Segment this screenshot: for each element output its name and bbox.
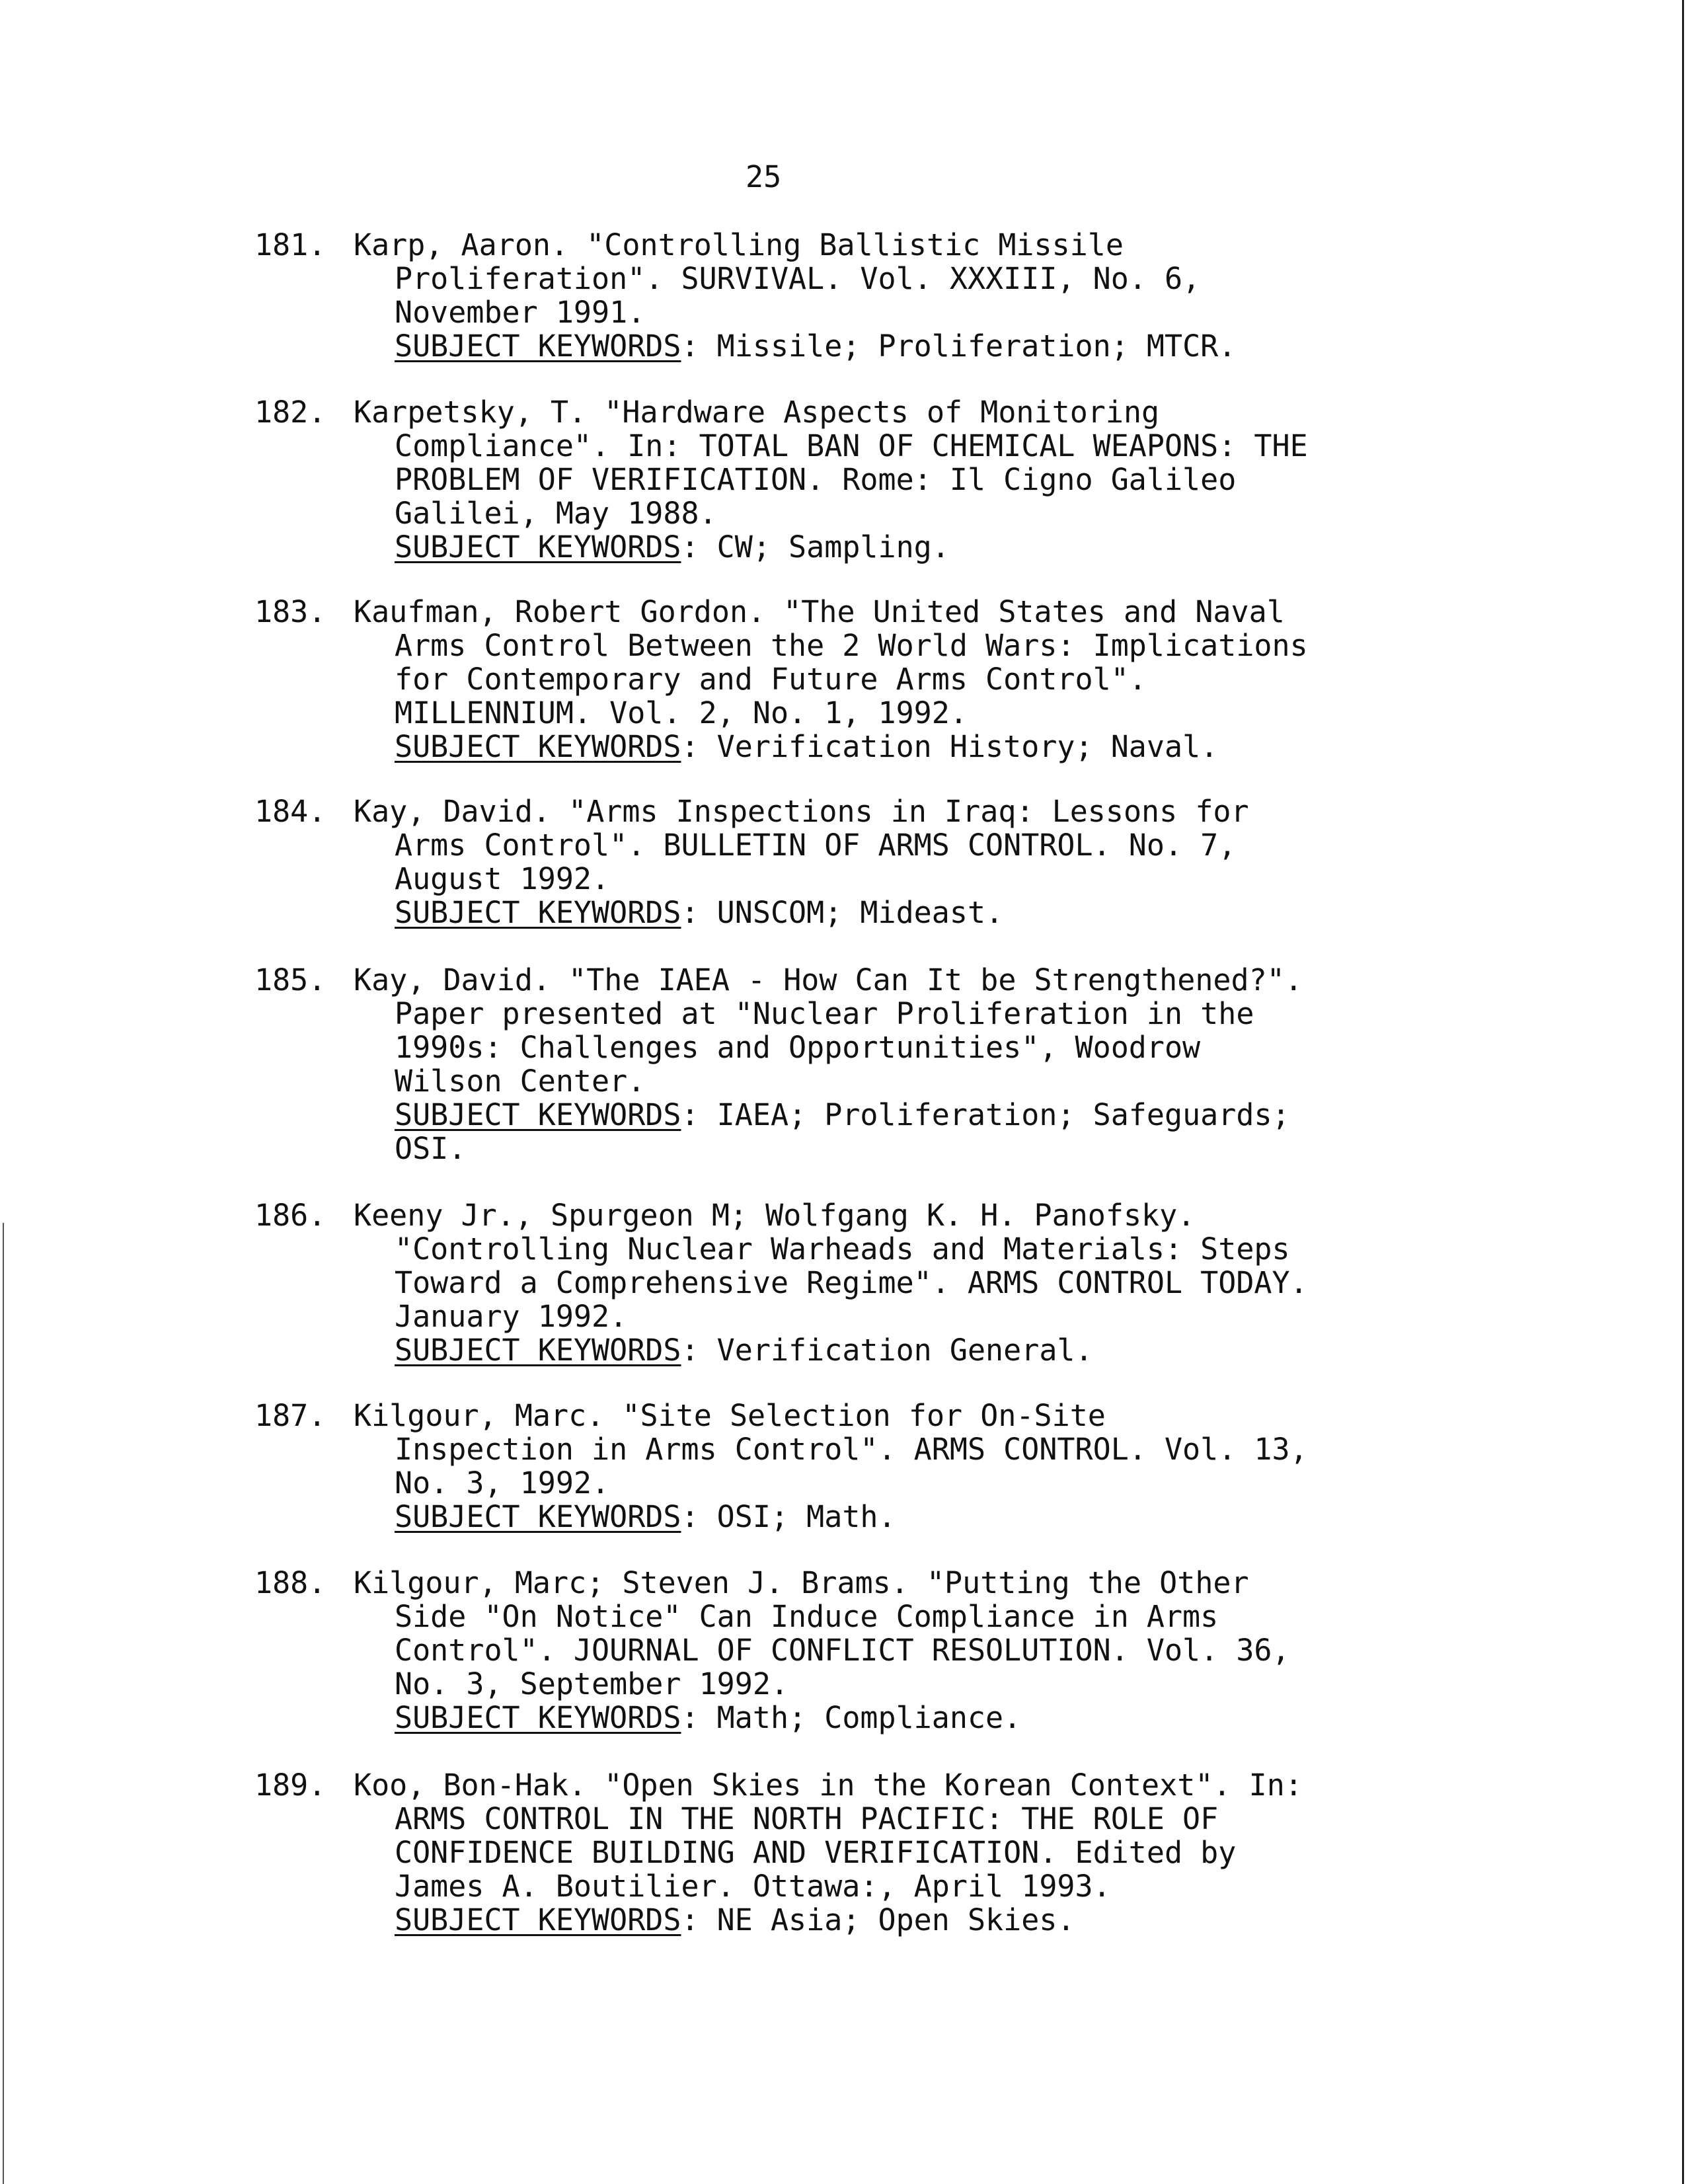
- entry-line: [254, 1633, 1451, 1667]
- entry-text: Karpetsky, T. "Hardware Aspects of Monitoring: [354, 395, 1160, 430]
- entry-text: No. 3, 1992.: [395, 1465, 610, 1501]
- subject-keywords-continued: [254, 1132, 1451, 1165]
- bibliography-entry: [254, 1198, 1451, 1367]
- subject-keywords-label: SUBJECT KEYWORDS: [395, 329, 681, 364]
- subject-keywords-label: SUBJECT KEYWORDS: [395, 529, 681, 565]
- entry-text: Galilei, May 1988.: [395, 496, 717, 531]
- entry-line: [254, 1768, 1451, 1802]
- entry-line: [254, 496, 1451, 530]
- subject-keywords-label: SUBJECT KEYWORDS: [395, 1700, 681, 1735]
- entry-line: [254, 1266, 1451, 1300]
- entry-line: [254, 395, 1451, 429]
- subject-keywords-value: : IAEA; Proliferation; Safeguards;: [681, 1097, 1290, 1132]
- entry-text: Compliance". In: TOTAL BAN OF CHEMICAL WEAPONS: THE: [395, 428, 1308, 463]
- subject-keywords-value: : Verification General.: [681, 1333, 1093, 1368]
- entry-line: [254, 1600, 1451, 1633]
- subject-keywords: [254, 1701, 1451, 1735]
- entry-text: Karp, Aaron. "Controlling Ballistic Missile: [354, 227, 1124, 262]
- entry-line: [254, 463, 1451, 496]
- bibliography-entry: [254, 228, 1451, 363]
- bibliography-entry: [254, 963, 1451, 1165]
- entry-number: 186.: [254, 1198, 326, 1233]
- entry-line: [254, 662, 1451, 696]
- subject-keywords: [254, 329, 1451, 363]
- entry-number: 187.: [254, 1398, 326, 1433]
- entry-text: "Controlling Nuclear Warheads and Materials: Steps: [395, 1231, 1290, 1267]
- entry-number: 185.: [254, 962, 326, 997]
- entry-text: November 1991.: [395, 295, 646, 330]
- entry-number: 181.: [254, 227, 326, 262]
- entry-line: [254, 1198, 1451, 1232]
- page-number: 25: [746, 159, 782, 194]
- entry-line: [254, 629, 1451, 662]
- entry-text: Kilgour, Marc; Steven J. Brams. "Putting the Other: [354, 1565, 1249, 1600]
- entry-line: [254, 1869, 1451, 1903]
- entry-line: [254, 963, 1451, 997]
- entry-text: 1990s: Challenges and Opportunities", Woodrow: [395, 1030, 1201, 1065]
- entry-line: [254, 295, 1451, 329]
- subject-keywords-value: : NE Asia; Open Skies.: [681, 1902, 1075, 1937]
- entry-text: for Contemporary and Future Arms Control".: [395, 662, 1147, 697]
- subject-keywords: [254, 1333, 1451, 1367]
- entry-text: Proliferation". SURVIVAL. Vol. XXXIII, No. 6,: [395, 261, 1201, 296]
- entry-line: [254, 1836, 1451, 1869]
- subject-keywords-label: SUBJECT KEYWORDS: [395, 1499, 681, 1534]
- subject-keywords-value: : Verification History; Naval.: [681, 729, 1219, 764]
- subject-keywords-label: SUBJECT KEYWORDS: [395, 1902, 681, 1937]
- entry-line: [254, 1064, 1451, 1098]
- entry-line: [254, 997, 1451, 1031]
- bibliography-entry: [254, 795, 1451, 929]
- subject-keywords: [254, 1098, 1451, 1132]
- entry-line: [254, 1466, 1451, 1500]
- subject-keywords-label: SUBJECT KEYWORDS: [395, 895, 681, 930]
- subject-keywords-label: SUBJECT KEYWORDS: [395, 729, 681, 764]
- subject-keywords-value: : OSI; Math.: [681, 1499, 896, 1534]
- entry-line: [254, 262, 1451, 295]
- entry-line: [254, 1399, 1451, 1432]
- entry-number: 182.: [254, 395, 326, 430]
- entry-text: ARMS CONTROL IN THE NORTH PACIFIC: THE ROLE OF: [395, 1801, 1219, 1836]
- subject-keywords: [254, 530, 1451, 564]
- entry-text: Kilgour, Marc. "Site Selection for On-Site: [354, 1398, 1106, 1433]
- subject-keywords: [254, 730, 1451, 763]
- entry-text: Keeny Jr., Spurgeon M; Wolfgang K. H. Panofsky.: [354, 1198, 1196, 1233]
- entry-number: 188.: [254, 1565, 326, 1600]
- entry-text: Wilson Center.: [395, 1064, 646, 1099]
- entry-line: [254, 1667, 1451, 1701]
- entry-line: [254, 1031, 1451, 1064]
- subject-keywords-value: : UNSCOM; Mideast.: [681, 895, 1004, 930]
- entry-text: Inspection in Arms Control". ARMS CONTROL. Vol. 13,: [395, 1432, 1308, 1467]
- entry-number: 183.: [254, 594, 326, 629]
- entry-text: James A. Boutilier. Ottawa:, April 1993.: [395, 1869, 1111, 1904]
- entry-number: 189.: [254, 1768, 326, 1803]
- bibliography-entry: [254, 1768, 1451, 1937]
- entry-line: [254, 429, 1451, 463]
- subject-keywords: [254, 1903, 1451, 1937]
- entry-line: [254, 1300, 1451, 1333]
- entry-line: [254, 795, 1451, 828]
- entry-text: Kaufman, Robert Gordon. "The United States and Naval: [354, 594, 1285, 629]
- entry-text: PROBLEM OF VERIFICATION. Rome: Il Cigno Galileo: [395, 462, 1237, 497]
- entry-line: [254, 595, 1451, 629]
- entry-text: CONFIDENCE BUILDING AND VERIFICATION. Edited by: [395, 1835, 1237, 1870]
- subject-keywords-label: SUBJECT KEYWORDS: [395, 1097, 681, 1132]
- entry-text: MILLENNIUM. Vol. 2, No. 1, 1992.: [395, 695, 968, 730]
- bibliography-entry: [254, 395, 1451, 564]
- entry-text: January 1992.: [395, 1299, 628, 1334]
- subject-keywords-label: SUBJECT KEYWORDS: [395, 1333, 681, 1368]
- entry-text: Arms Control Between the 2 World Wars: Implications: [395, 628, 1308, 663]
- entry-text: Paper presented at "Nuclear Proliferation in the: [395, 996, 1254, 1031]
- entry-line: [254, 828, 1451, 862]
- bibliography-entry: [254, 1399, 1451, 1534]
- bibliography-entry: [254, 1566, 1451, 1735]
- entry-text: Toward a Comprehensive Regime". ARMS CONTROL TODAY.: [395, 1265, 1308, 1300]
- entry-line: [254, 696, 1451, 730]
- entry-text: Kay, David. "Arms Inspections in Iraq: Lessons for: [354, 794, 1249, 829]
- entry-number: 184.: [254, 794, 326, 829]
- entry-line: [254, 1232, 1451, 1266]
- entry-line: [254, 1802, 1451, 1836]
- entry-line: [254, 1566, 1451, 1600]
- entry-text: OSI.: [395, 1131, 467, 1166]
- subject-keywords-value: : Math; Compliance.: [681, 1700, 1022, 1735]
- entry-text: Side "On Notice" Can Induce Compliance in Arms: [395, 1599, 1219, 1634]
- entry-line: [254, 862, 1451, 896]
- bibliography-entry: [254, 595, 1451, 763]
- entry-text: Control". JOURNAL OF CONFLICT RESOLUTION. Vol. 36,: [395, 1633, 1290, 1668]
- entry-text: No. 3, September 1992.: [395, 1666, 789, 1701]
- subject-keywords: [254, 896, 1451, 929]
- subject-keywords-value: : Missile; Proliferation; MTCR.: [681, 329, 1237, 364]
- entry-text: Koo, Bon-Hak. "Open Skies in the Korean Context". In:: [354, 1768, 1303, 1803]
- entry-text: Arms Control". BULLETIN OF ARMS CONTROL. No. 7,: [395, 828, 1237, 863]
- entry-text: August 1992.: [395, 861, 610, 896]
- entry-text: Kay, David. "The IAEA - How Can It be Strengthened?".: [354, 962, 1303, 997]
- entry-line: [254, 1432, 1451, 1466]
- subject-keywords-value: : CW; Sampling.: [681, 529, 950, 565]
- entry-line: [254, 228, 1451, 262]
- subject-keywords: [254, 1500, 1451, 1534]
